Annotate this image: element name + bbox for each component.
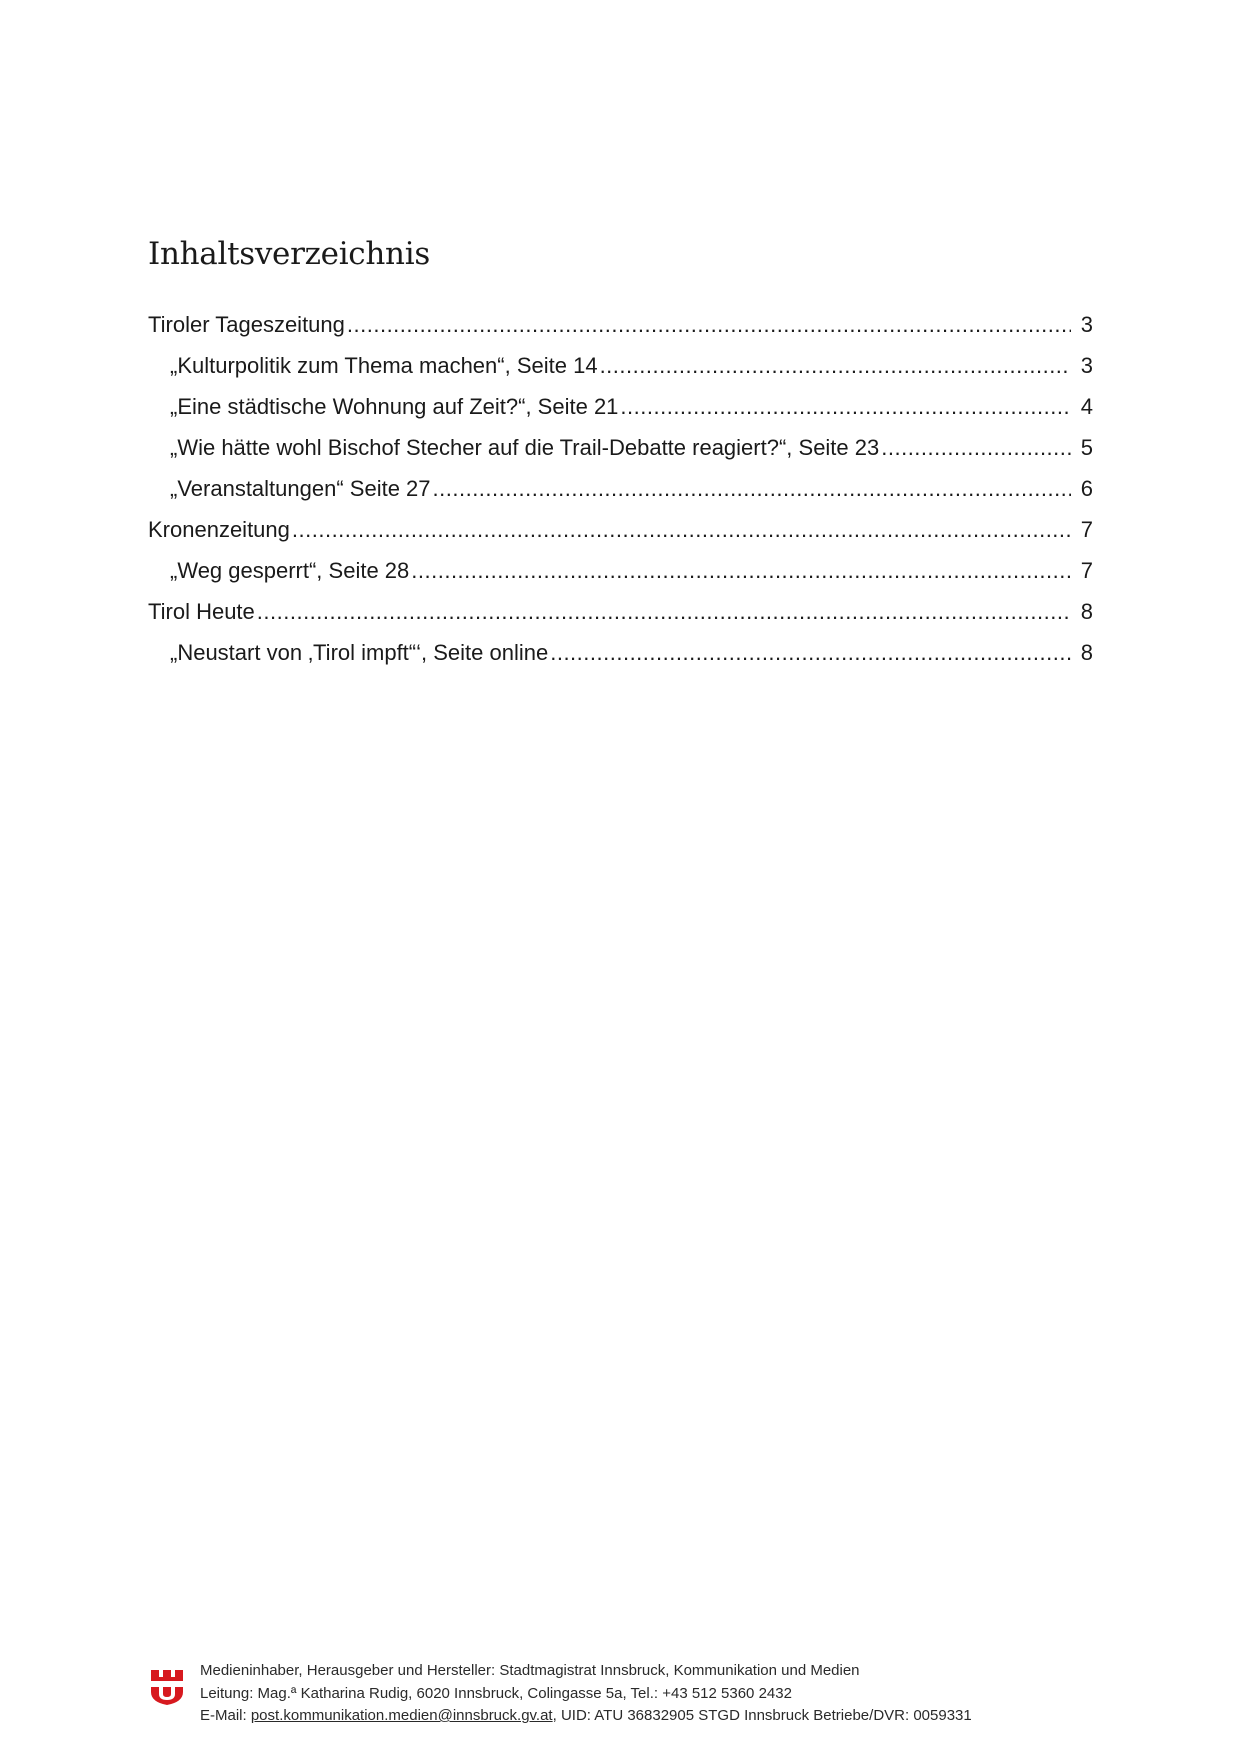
toc-dot-leader <box>257 591 1071 632</box>
toc-page-number: 8 <box>1080 640 1093 665</box>
toc-entry-title: „Veranstaltungen“ Seite 27 <box>170 476 431 501</box>
toc-entry[interactable] <box>148 304 1093 345</box>
footer-management-line: Leitung: Mag.ª Katharina Rudig, 6020 Innsbruck, Colingasse 5a, Tel.: +43 512 5360 2432 <box>200 1684 792 1702</box>
toc-page-number: 5 <box>1080 435 1093 460</box>
toc-entry-title: „Weg gesperrt“, Seite 28 <box>170 558 410 583</box>
toc-page-number: 4 <box>1080 394 1093 419</box>
toc-heading: Inhaltsverzeichnis <box>148 236 430 272</box>
footer-publisher-line: Medieninhaber, Herausgeber und Hersteller: Stadtmagistrat Innsbruck, Kommunikation und Medien <box>200 1662 860 1679</box>
toc-dot-leader <box>292 509 1071 550</box>
toc-dot-leader <box>347 304 1071 345</box>
toc-dot-leader <box>620 386 1071 427</box>
footer-email-link[interactable]: post.kommunikation.medien@innsbruck.gv.at <box>250 1707 553 1724</box>
toc-entry-title: „Neustart von ‚Tirol impft“‘, Seite online <box>170 640 549 665</box>
footer-imprint <box>200 1660 972 1728</box>
toc-entry[interactable] <box>148 632 1093 673</box>
toc-dot-leader <box>433 468 1071 509</box>
footer-registration-text: , UID: ATU 36832905 STGD Innsbruck Betriebe/DVR: 0059331 <box>552 1707 972 1724</box>
toc-entry[interactable] <box>148 509 1093 550</box>
toc-entry[interactable] <box>148 345 1093 386</box>
toc-dot-leader <box>411 550 1071 591</box>
toc-page-number: 3 <box>1080 353 1093 378</box>
toc-page-number: 7 <box>1080 517 1093 542</box>
toc-page-number: 6 <box>1080 476 1093 501</box>
table-of-contents <box>148 304 1093 673</box>
toc-entry-title: „Wie hätte wohl Bischof Stecher auf die Trail-Debatte reagiert?“, Seite 23 <box>170 435 880 460</box>
toc-page-number: 7 <box>1080 558 1093 583</box>
toc-entry-title: Tiroler Tageszeitung <box>148 312 345 337</box>
toc-entry-title: Tirol Heute <box>148 599 255 624</box>
toc-entry-title: Kronenzeitung <box>148 517 290 542</box>
toc-entry[interactable] <box>148 427 1093 468</box>
toc-entry[interactable] <box>148 550 1093 591</box>
toc-dot-leader <box>600 345 1071 386</box>
toc-dot-leader <box>881 427 1071 468</box>
footer-contact-line <box>200 1705 972 1728</box>
footer-email-label: E-Mail: <box>200 1707 251 1724</box>
toc-entry-title: „Eine städtische Wohnung auf Zeit?“, Seite 21 <box>170 394 619 419</box>
toc-page-number: 3 <box>1080 312 1093 337</box>
toc-page-number: 8 <box>1080 599 1093 624</box>
toc-entry[interactable] <box>148 386 1093 427</box>
toc-dot-leader <box>550 632 1071 673</box>
toc-entry[interactable] <box>148 468 1093 509</box>
innsbruck-logo-icon <box>150 1666 184 1706</box>
toc-entry[interactable] <box>148 591 1093 632</box>
toc-entry-title: „Kulturpolitik zum Thema machen“, Seite 14 <box>170 353 598 378</box>
